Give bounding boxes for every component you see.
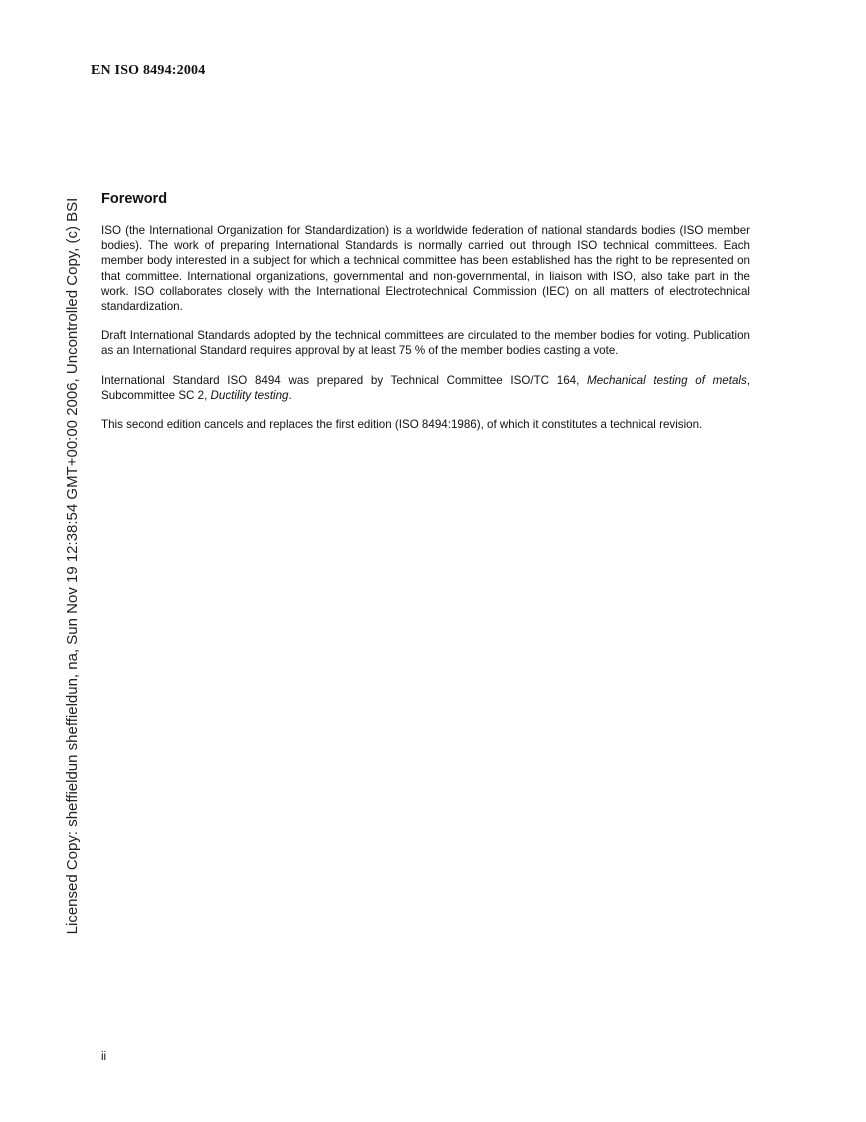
foreword-paragraph-3 — [101, 373, 750, 403]
committee-title: Mechanical testing of metals — [587, 373, 747, 387]
document-id-header: EN ISO 8494:2004 — [91, 63, 206, 78]
foreword-title: Foreword — [101, 191, 168, 207]
foreword-paragraph-1: ISO (the International Organization for Standardization) is a worldwide federation of national standards bodies (ISO member bodies). The work of preparing International Standards is normally carried out through ISO technical committees. Each member body interested in a subject for which a technical committee has been established has the right to be represented on that committee. International organizations, governmental and non-governmental, in liaison with ISO, also take part in the work. ISO collaborates closely with the International Electrotechnical Commission (IEC) on all matters of electrotechnical standardization. — [101, 224, 750, 314]
para3-middle: , Subcommittee SC 2, — [101, 373, 751, 402]
foreword-section — [101, 190, 750, 446]
page-number: ii — [101, 1051, 107, 1063]
foreword-paragraph-4: This second edition cancels and replaces the first edition (ISO 8494:1986), of which it constitutes a technical revision. — [101, 418, 703, 432]
para3-suffix: . — [288, 388, 292, 402]
para3-prefix: International Standard ISO 8494 was prepared by Technical Committee ISO/TC 164, — [101, 373, 588, 387]
foreword-paragraph-2: Draft International Standards adopted by the technical committees are circulated to the member bodies for voting. Publication as an International Standard requires approval by at least 75 % of the member bodies casting a vote. — [101, 329, 750, 358]
subcommittee-title: Ductility testing — [210, 388, 289, 402]
license-watermark: Licensed Copy: sheffieldun sheffieldun, na, Sun Nov 19 12:38:54 GMT+00:00 2006, Uncontrolled Copy, (c) BSI — [64, 197, 81, 935]
